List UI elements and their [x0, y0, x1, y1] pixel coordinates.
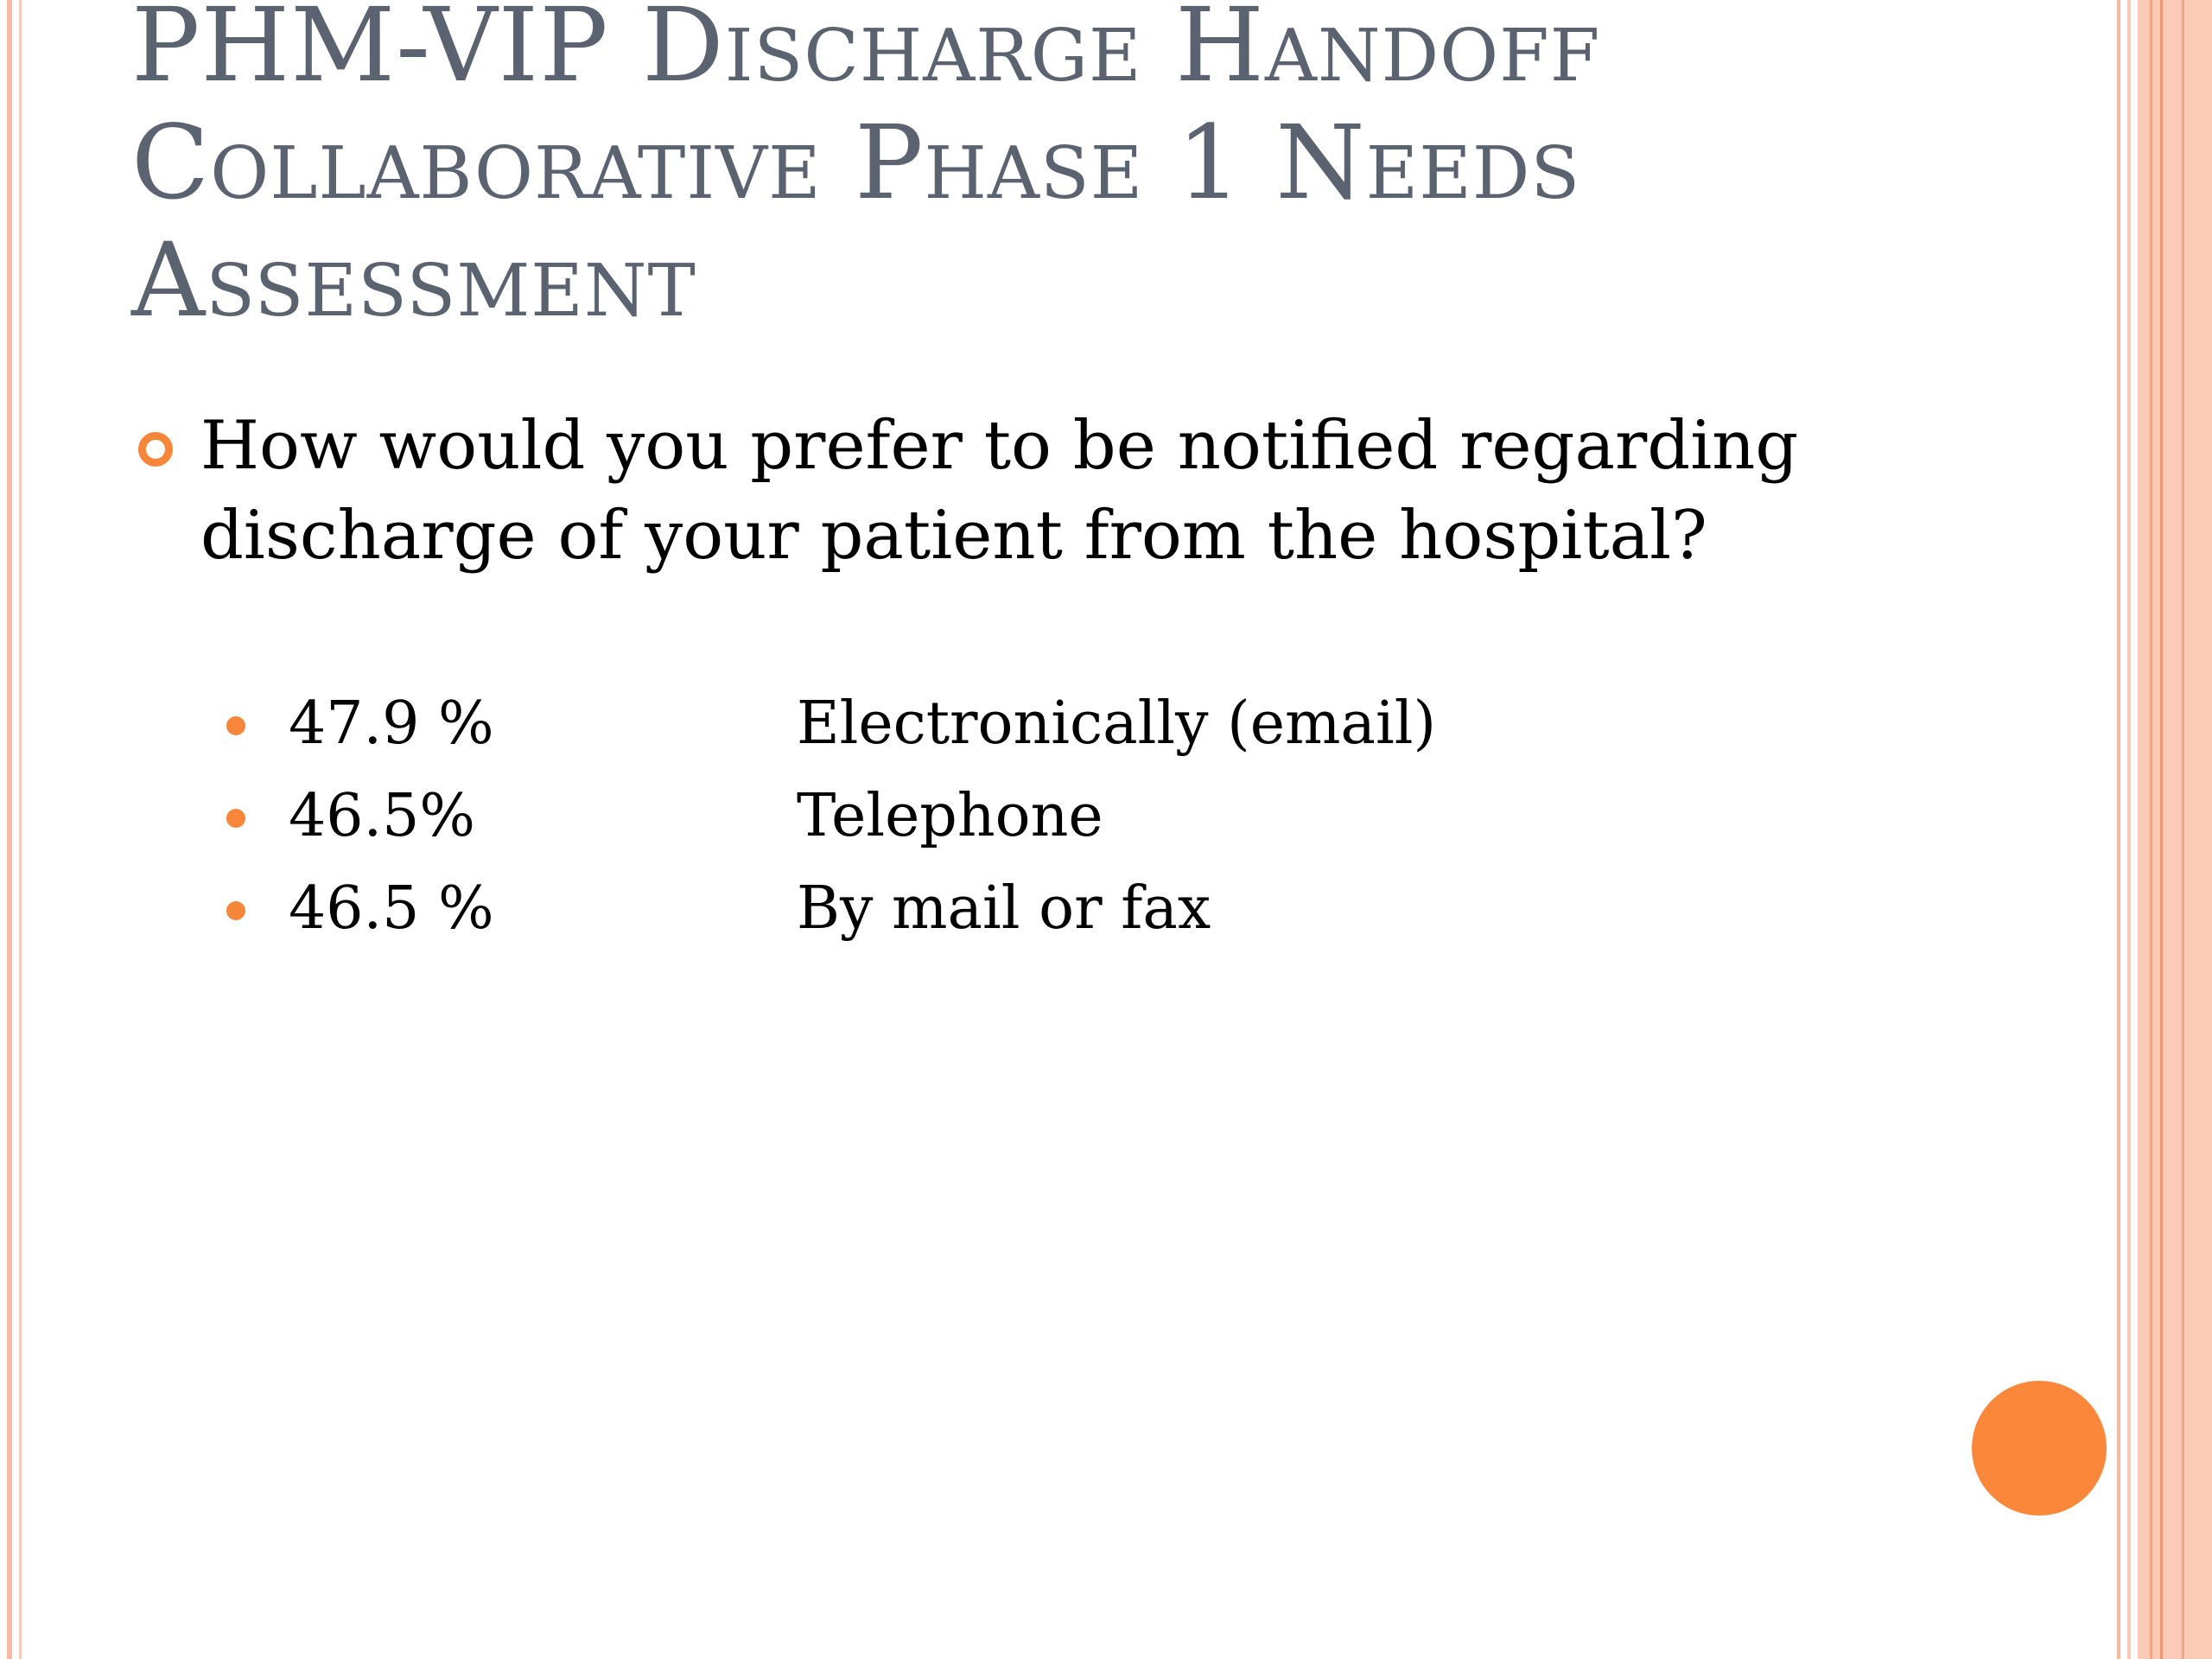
response-percent: 46.5 %	[289, 874, 494, 943]
right-band-stripe	[2150, 0, 2152, 1659]
right-border-line-inner	[2127, 0, 2131, 1659]
bullet-dot-icon	[226, 809, 245, 828]
right-band-stripe	[2182, 0, 2184, 1659]
right-band-stripe	[2160, 0, 2163, 1659]
decorative-orange-circle	[1972, 1381, 2107, 1516]
bullet-dot-icon	[226, 716, 245, 735]
response-label: By mail or fax	[797, 874, 1211, 943]
bullet-dot-icon	[226, 901, 245, 920]
survey-question: How would you prefer to be notified regarding discharge of your patient from the hospital?	[200, 407, 1799, 575]
response-percent: 46.5%	[289, 782, 476, 850]
right-border-band	[2138, 0, 2212, 1659]
slide-title: PHM-VIP Discharge Handoff Collaborative Phase 1 Needs Assessment	[131, 0, 1601, 340]
response-item	[0, 770, 2074, 862]
response-item	[0, 862, 2074, 955]
right-border-line	[2117, 0, 2120, 1659]
response-list	[0, 677, 2074, 955]
response-label: Telephone	[797, 782, 1103, 850]
response-item	[0, 677, 2074, 770]
question-bullet-icon	[138, 432, 173, 467]
response-label: Electronically (email)	[797, 690, 1436, 758]
response-percent: 47.9 %	[289, 690, 494, 758]
